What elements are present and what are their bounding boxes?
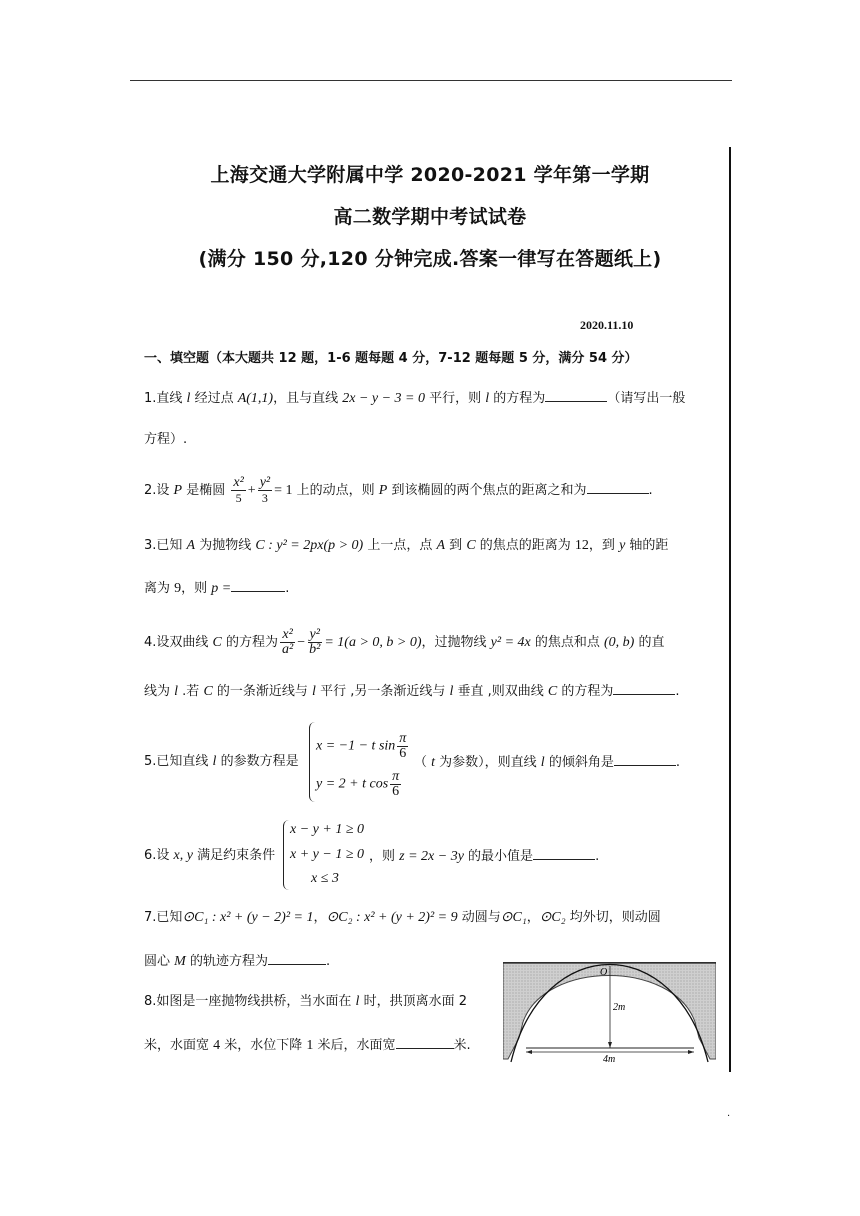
q1-line-eq: 2x − y − 3 = 0 [342,391,426,406]
question-5-prefix [144,753,299,771]
exam-date: 2020.11.10 [580,318,634,332]
exam-title-instructions: (满分 150 分,120 分钟完成.答案一律写在答题纸上) [198,248,662,270]
q5-text: 的参数方程是 [216,754,299,769]
q4-period: . [675,684,680,699]
q3-C: C [466,538,476,553]
q2-fraction-y: $\frac{\text{y²}}{3}$ [259,475,271,505]
q8-text: 时，拱顶离水面 2 [359,994,467,1009]
question-1-line-2 [144,431,187,449]
q1-text: 1.直线 [144,391,187,406]
arrow-left-icon [526,1050,532,1054]
q6-answer-blank[interactable] [533,847,595,860]
q4-l: l [312,684,316,699]
q7-M: M [174,954,186,969]
q4-text: 的方程为 [557,684,614,699]
q4-l: l [449,684,454,699]
exam-title-school: 上海交通大学附属中学 2020-2021 学年第一学期 [210,164,650,186]
q4-l: l [174,684,179,699]
q3-text: 离为 [144,581,175,596]
q6-text: ，则 [369,849,400,864]
q2-answer-blank[interactable] [587,481,649,494]
q2-period: . [648,483,653,498]
q2-text: 2.设 [144,483,174,498]
width-label: 4m [603,1054,616,1065]
q8-text: 米. [453,1038,471,1053]
q3-y: y [619,538,626,553]
question-7-line-2 [144,952,330,971]
q5-text: 5.已知直线 [144,754,213,769]
q4-text: 线为 [144,684,175,699]
q4-parabola: y² = 4x [490,635,531,650]
q7-circle-1: ⊙C₁ : x² + (y − 2)² = 1 [182,910,314,925]
q8-text: 米后，水面宽 [313,1038,396,1053]
question-5-suffix [414,753,680,772]
q5-text: （ [414,755,432,770]
q4-text: 的焦点和点 [530,635,604,650]
q4-text: ，过抛物线 [421,635,491,650]
question-6-prefix [144,847,275,865]
q4-text: 4.设双曲线 [144,635,213,650]
q5-l: l [212,754,217,769]
footer-dot: . [727,1108,731,1119]
q2-P: P [378,483,388,498]
q1-text: 经过点 [190,391,238,406]
question-2 [144,476,653,505]
q5-t: t [431,755,436,770]
question-7-line-1 [144,909,661,927]
q6-constraint-3: x ≤ 3 [311,871,339,886]
q5-equation-x: x = −1 − t sin $\frac{\pi}{6}$ [316,731,407,761]
question-4-line-1 [144,628,664,657]
q5-system-brace [309,722,316,802]
q4-text: 的方程为 [221,635,279,650]
q3-number: 9 [174,581,182,596]
q2-eq: = 1 [274,483,293,498]
q6-period: . [595,849,600,864]
q8-answer-blank[interactable] [396,1036,454,1049]
height-label: 2m [613,1002,626,1013]
q4-text: 垂直 ,则双曲线 [453,684,548,699]
q7-text: 动圆与 [457,910,501,925]
q4-answer-blank[interactable] [613,682,675,695]
q3-parabola-eq: C : y² = 2px(p > 0) [255,538,364,553]
q3-A: A [436,538,446,553]
q8-text: 8.如图是一座抛物线拱桥，当水面在 [144,994,356,1009]
q8-text: 米，水位下降 [220,1038,307,1053]
q4-C: C [547,684,558,699]
q6-objective: z = 2x − 3y [399,849,464,864]
q1-text: （请写出一般 [607,391,686,406]
q7-text: 7.已知 [144,910,183,925]
q7-period: . [325,954,331,969]
q5-text: 的倾斜角是 [544,755,614,770]
q5-answer-blank[interactable] [614,753,676,766]
q4-condition: = 1(a > 0, b > 0) [324,635,422,650]
q3-period: . [285,581,290,596]
q4-point: (0, b) [604,635,635,650]
q7-text: 圆心 [144,954,175,969]
question-8-line-2 [144,1036,471,1055]
q2-text: 是椭圆 [182,483,230,498]
q8-number: 4 [213,1038,221,1053]
q2-text: 上的动点，则 [292,483,379,498]
q7-circle-2-ref: ⊙C₂ [539,910,566,925]
q5-period: . [675,755,680,770]
right-margin-rule [729,147,731,1072]
q6-system-brace [283,820,290,890]
q2-fraction-x: $\frac{\text{x²}}{5}$ [233,475,244,505]
q4-C: C [212,635,222,650]
top-rule [130,80,732,81]
question-6-suffix [369,847,599,866]
q7-circle-2: ⊙C₂ : x² + (y + 2)² = 9 [326,910,458,925]
q4-fraction-x: $\frac{\text{x²}}{\text{a²}}$ [282,627,294,657]
exam-title-subject: 高二数学期中考试试卷 [333,206,527,228]
q6-text: 的最小值是 [463,849,534,864]
q1-text: 方程）. [144,432,188,447]
q7-text: ， [313,910,327,925]
q4-minus: − [297,635,306,650]
q5-text: 为参数），则直线 [435,755,541,770]
section-heading: 一、填空题（本大题共 12 题，1-6 题每题 4 分，7-12 题每题 5 分，满分 54 分） [144,351,638,366]
question-4-line-2 [144,682,680,701]
q4-C: C [203,684,213,699]
question-3-line-1 [144,537,668,555]
q1-text: 平行，则 [425,391,486,406]
q5-l: l [540,755,545,770]
q3-text: ，则 [181,581,212,596]
q7-text: ， [526,910,540,925]
q8-l: l [355,994,360,1009]
q1-text: 的方程为 [489,391,546,406]
q3-text: 轴的距 [625,538,669,553]
q7-answer-blank[interactable] [268,952,326,965]
q3-text: 3.已知 [144,538,187,553]
q5-equation-y: y = 2 + t cos $\frac{\pi}{6}$ [316,769,400,799]
q3-p-eq: p = [211,581,232,596]
arch-bridge-diagram [503,962,716,1070]
q3-text: ，到 [588,538,620,553]
q4-text: .若 [178,684,204,699]
arrow-right-icon [688,1050,694,1054]
q4-fraction-y: $\frac{\text{y²}}{\text{b²}}$ [309,627,321,657]
question-8-line-1 [144,993,467,1011]
question-1-line-1 [144,389,685,408]
q2-P: P [173,483,183,498]
q6-text: 6.设 [144,848,174,863]
q4-text: 的一条渐近线与 [212,684,313,699]
q1-l: l [186,391,191,406]
arrow-down-icon [608,1042,612,1048]
q1-answer-blank[interactable] [545,389,607,402]
question-3-line-2 [144,579,289,598]
q3-text: 到 [445,538,467,553]
arch-bridge-figure [503,962,716,1070]
q6-vars: x, y [173,848,193,863]
q2-plus: + [247,483,256,498]
origin-label: O [600,967,608,978]
q1-text: ，且与直线 [273,391,343,406]
q4-text: 的直 [634,635,665,650]
q3-text: 为抛物线 [195,538,256,553]
q3-text: 上一点，点 [363,538,437,553]
q3-A: A [186,538,196,553]
q7-text: 均外切，则动圆 [565,910,661,925]
q7-circle-1-ref: ⊙C₁ [500,910,527,925]
q2-text: 到该椭圆的两个焦点的距离之和为 [387,483,587,498]
q8-number: 1 [306,1038,314,1053]
q3-number: 12 [574,538,589,553]
q6-text: 满足约束条件 [192,848,276,863]
q1-l: l [485,391,490,406]
q3-answer-blank[interactable] [231,579,285,592]
q3-text: 的焦点的距离为 [475,538,575,553]
q7-text: 的轨迹方程为 [185,954,268,969]
q6-constraint-2: x + y − 1 ≥ 0 [290,847,365,862]
q6-constraint-1: x − y + 1 ≥ 0 [290,822,365,837]
q8-text: 米，水面宽 [144,1038,214,1053]
q4-text: 平行 ,另一条渐近线与 [315,684,450,699]
q1-point: A(1,1) [237,391,274,406]
